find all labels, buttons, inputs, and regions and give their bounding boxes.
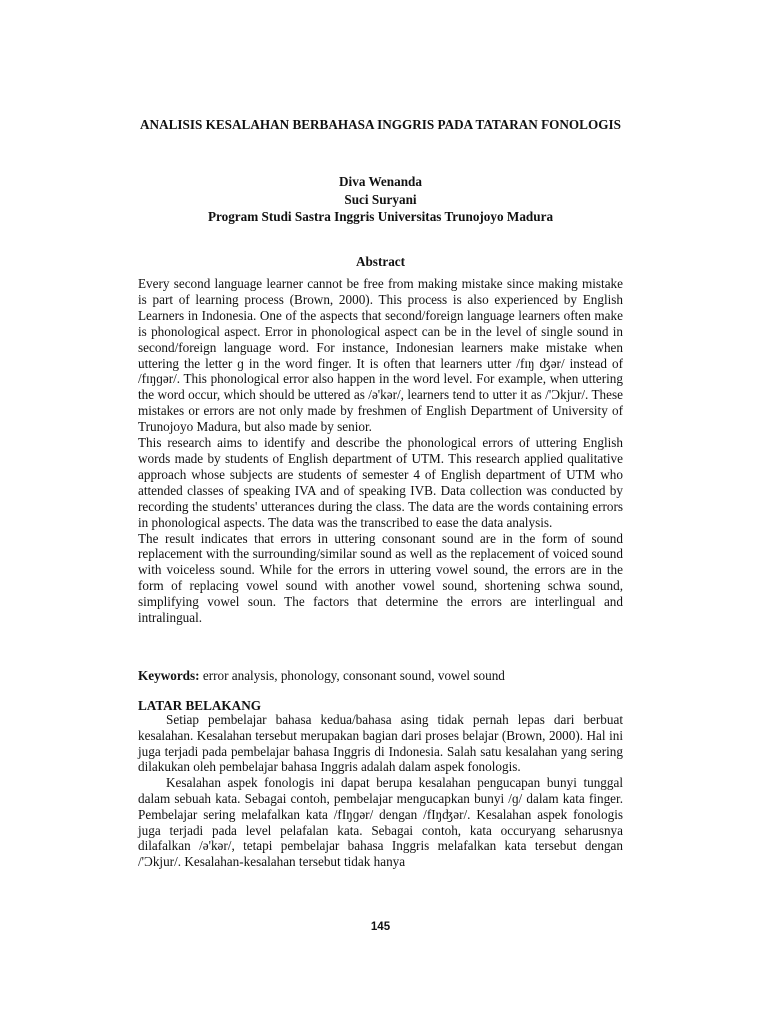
abstract-heading: Abstract (355, 254, 406, 269)
section-paragraph: Setiap pembelajar bahasa kedua/bahasa asing tidak pernah lepas dari berbuat kesalahan. Kesalahan tersebut merupakan bagian dari proses belajar (Brown, 2000). Hal ini juga terjadi pada pembelajar bahasa Inggris di Indonesia. Salah satu kesalahan yang sering dilakukan oleh pembelajar bahasa Inggris adalah dalam aspek fonologis. (138, 712, 623, 775)
keywords-label: Keywords: (138, 668, 200, 683)
keywords-line (138, 668, 623, 684)
keywords-text: error analysis, phonology, consonant sound, vowel sound (202, 668, 505, 683)
section-heading: LATAR BELAKANG (138, 698, 261, 713)
author-name: Suci Suryani (344, 191, 417, 207)
section-paragraph: Kesalahan aspek fonologis ini dapat berupa kesalahan pengucapan bunyi tunggal dalam sebuah kata. Sebagai contoh, pembelajar mengucapkan bunyi /ɡ/ dalam kata finger. Pembelajar sering melafalkan kata /fIŋɡər/ dengan /fIŋʤər/. Kesalahan aspek fonologis juga terjadi pada level pelafalan kata. Sebagai contoh, kata occuryang seharusnya dilafalkan /ə'kər/, tetapi pembelajar bahasa Inggris melafalkan kata tersebut dengan /'Ɔkjur/. Kesalahan-kesalahan tersebut tidak hanya (138, 775, 623, 870)
section-body (138, 712, 623, 870)
abstract-paragraph: The result indicates that errors in uttering consonant sound are in the form of sound replacement with the surrounding/similar sound as well as the replacement of voiced sound with voiceless sound. While for the errors in uttering vowel sound, the errors are in the form of replacing vowel sound with another vowel sound, shortening schwa sound, simplifying vowel soun. The factors that determine the errors are interlingual and intralingual. (138, 530, 623, 626)
paper-title: ANALISIS KESALAHAN BERBAHASA INGGRIS PADA TATARAN FONOLOGIS (140, 117, 621, 132)
abstract-body (138, 276, 623, 626)
page-number: 145 (370, 921, 391, 933)
author-name: Diva Wenanda (339, 174, 422, 189)
abstract-paragraph: This research aims to identify and describe the phonological errors of uttering English words made by students of English department of UTM. This research applied qualitative approach whose subjects are students of semester 4 of English department of UTM who attended classes of speaking IVA and of speaking IVB. Data collection was conducted by recording the students' utterances during the class. The data are the words containing errors in phonological aspects. The data was the transcribed to ease the data analysis. (138, 435, 623, 530)
author-affiliation: Program Studi Sastra Inggris Universitas Trunojoyo Madura (207, 209, 554, 224)
author-block (138, 173, 623, 226)
abstract-paragraph: Every second language learner cannot be free from making mistake since making mistake is part of learning process (Brown, 2000). This process is also experienced by English Learners in Indonesia. One of the aspects that second/foreign language learners often make is phonological aspect. Error in phonological aspect can be in the level of single sound in second/foreign language word. For instance, Indonesian learners make mistake when uttering the letter ɡ in the word finger. It is often that learners utter /fɪŋ ʤər/ instead of /fɪŋɡər/. This phonological error also happen in the word level. For example, when uttering the word occur, which should be uttered as /ə'kər/, learners tend to utter it as /'Ɔkjur/. These mistakes or errors are not only made by freshmen of English Department of University of Trunojoyo Madura, but also made by senior. (138, 276, 623, 435)
